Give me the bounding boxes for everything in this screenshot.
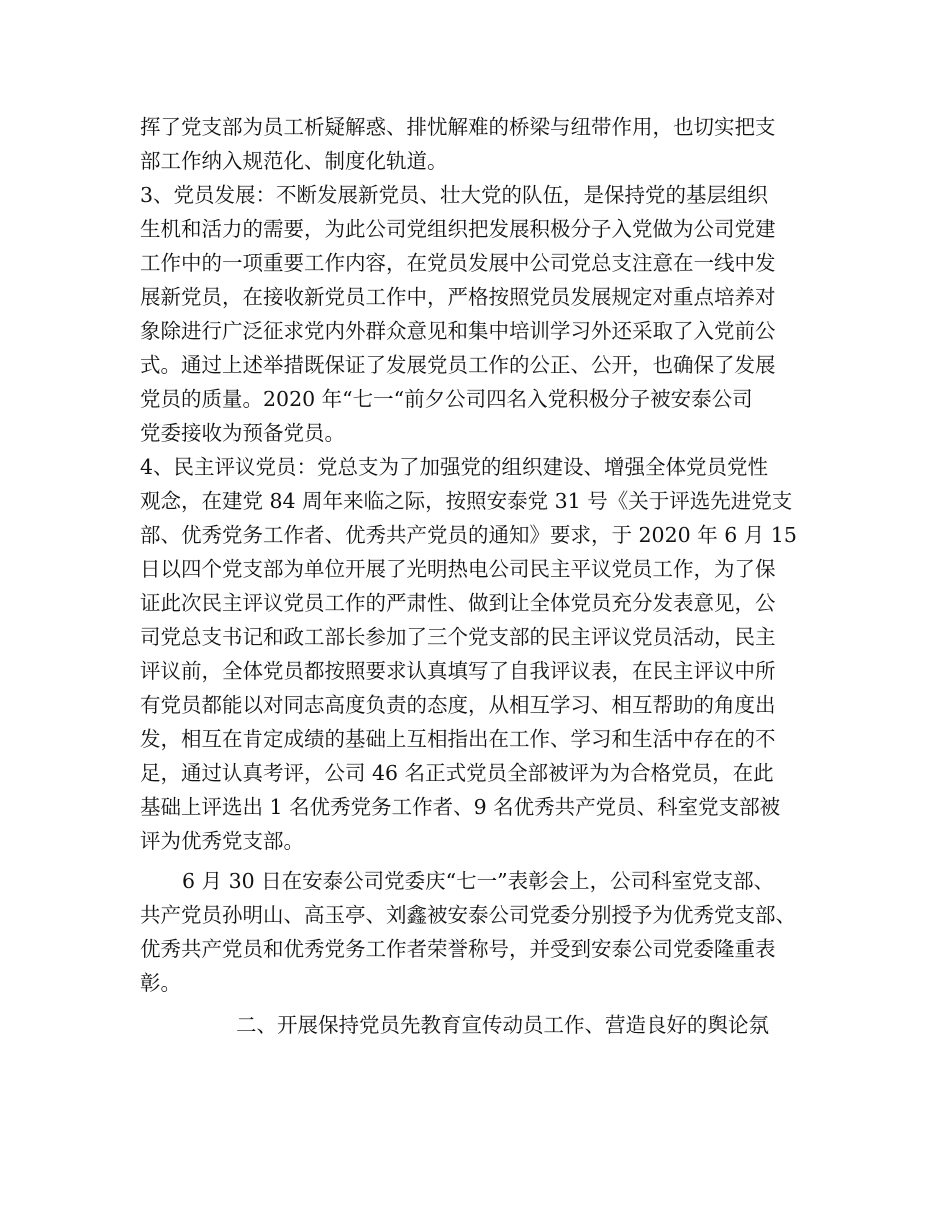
text-line: 展新党员，在接收新党员工作中，严格按照党员发展规定对重点培养对 <box>140 285 776 309</box>
text-line: 3、党员发展：不断发展新党员、壮大党的队伍，是保持党的基层组织 <box>140 183 769 207</box>
paragraph-party-member-development <box>140 178 820 450</box>
text-line: 挥了党支部为员工析疑解惑、排忧解难的桥梁与纽带作用，也切实把支 <box>140 115 776 139</box>
text-line: 优秀共产党员和优秀党务工作者荣誉称号，并受到安泰公司党委隆重表 <box>140 937 776 961</box>
text-line: 式。通过上述举措既保证了发展党员工作的公正、公开，也确保了发展 <box>140 353 776 377</box>
text-line: 证此次民主评议党员工作的严肃性、做到让全体党员充分发表意见，公 <box>140 591 776 615</box>
section-heading-text: 二、开展保持党员先教育宣传动员工作、营造良好的舆论氛 <box>236 1013 769 1037</box>
text-line: 部、优秀党务工作者、优秀共产党员的通知》要求，于 2020 年 6 月 15 <box>140 523 797 547</box>
text-line: 有党员都能以对同志高度负责的态度，从相互学习、相互帮助的角度出 <box>140 693 776 717</box>
paragraph-award <box>140 864 820 1000</box>
text-line: 4、民主评议党员：党总支为了加强党的组织建设、增强全体党员党性 <box>140 455 769 479</box>
document-body <box>140 110 820 1042</box>
text-line: 生机和活力的需要，为此公司党组织把发展积极分子入党做为公司党建 <box>140 217 776 241</box>
paragraph-democratic-evaluation <box>140 450 820 858</box>
text-line: 彰。 <box>140 971 181 995</box>
text-line: 司党总支书记和政工部长参加了三个党支部的民主评议党员活动，民主 <box>140 625 776 649</box>
text-line: 象除进行广泛征求党内外群众意见和集中培训学习外还采取了入党前公 <box>140 319 776 343</box>
text-line: 评议前，全体党员都按照要求认真填写了自我评议表，在民主评议中所 <box>140 659 776 683</box>
text-line: 日以四个党支部为单位开展了光明热电公司民主平议党员工作，为了保 <box>140 557 776 581</box>
text-line: 基础上评选出 1 名优秀党务工作者、9 名优秀共产党员、科室党支部被 <box>140 795 781 819</box>
text-line: 部工作纳入规范化、制度化轨道。 <box>140 149 448 173</box>
text-line: 党委接收为预备党员。 <box>140 421 345 445</box>
text-line: 共产党员孙明山、高玉亭、刘鑫被安泰公司党委分别授予为优秀党支部、 <box>140 903 796 927</box>
paragraph-intro <box>140 110 820 178</box>
text-line: 工作中的一项重要工作内容，在党员发展中公司党总支注意在一线中发 <box>140 251 776 275</box>
section-heading <box>140 1008 820 1042</box>
text-line: 观念，在建党 84 周年来临之际，按照安泰党 31 号《关于评选先进党支 <box>140 489 793 513</box>
text-line: 发，相互在肯定成绩的基础上互相指出在工作、学习和生活中存在的不 <box>140 727 776 751</box>
text-line: 足，通过认真考评，公司 46 名正式党员全部被评为为合格党员，在此 <box>140 761 774 785</box>
text-line: 6 月 30 日在安泰公司党委庆“七一”表彰会上，公司科室党支部、 <box>182 869 775 893</box>
text-line: 评为优秀党支部。 <box>140 829 304 853</box>
text-line: 党员的质量。2020 年“七一“前夕公司四名入党积极分子被安泰公司 <box>140 387 753 411</box>
